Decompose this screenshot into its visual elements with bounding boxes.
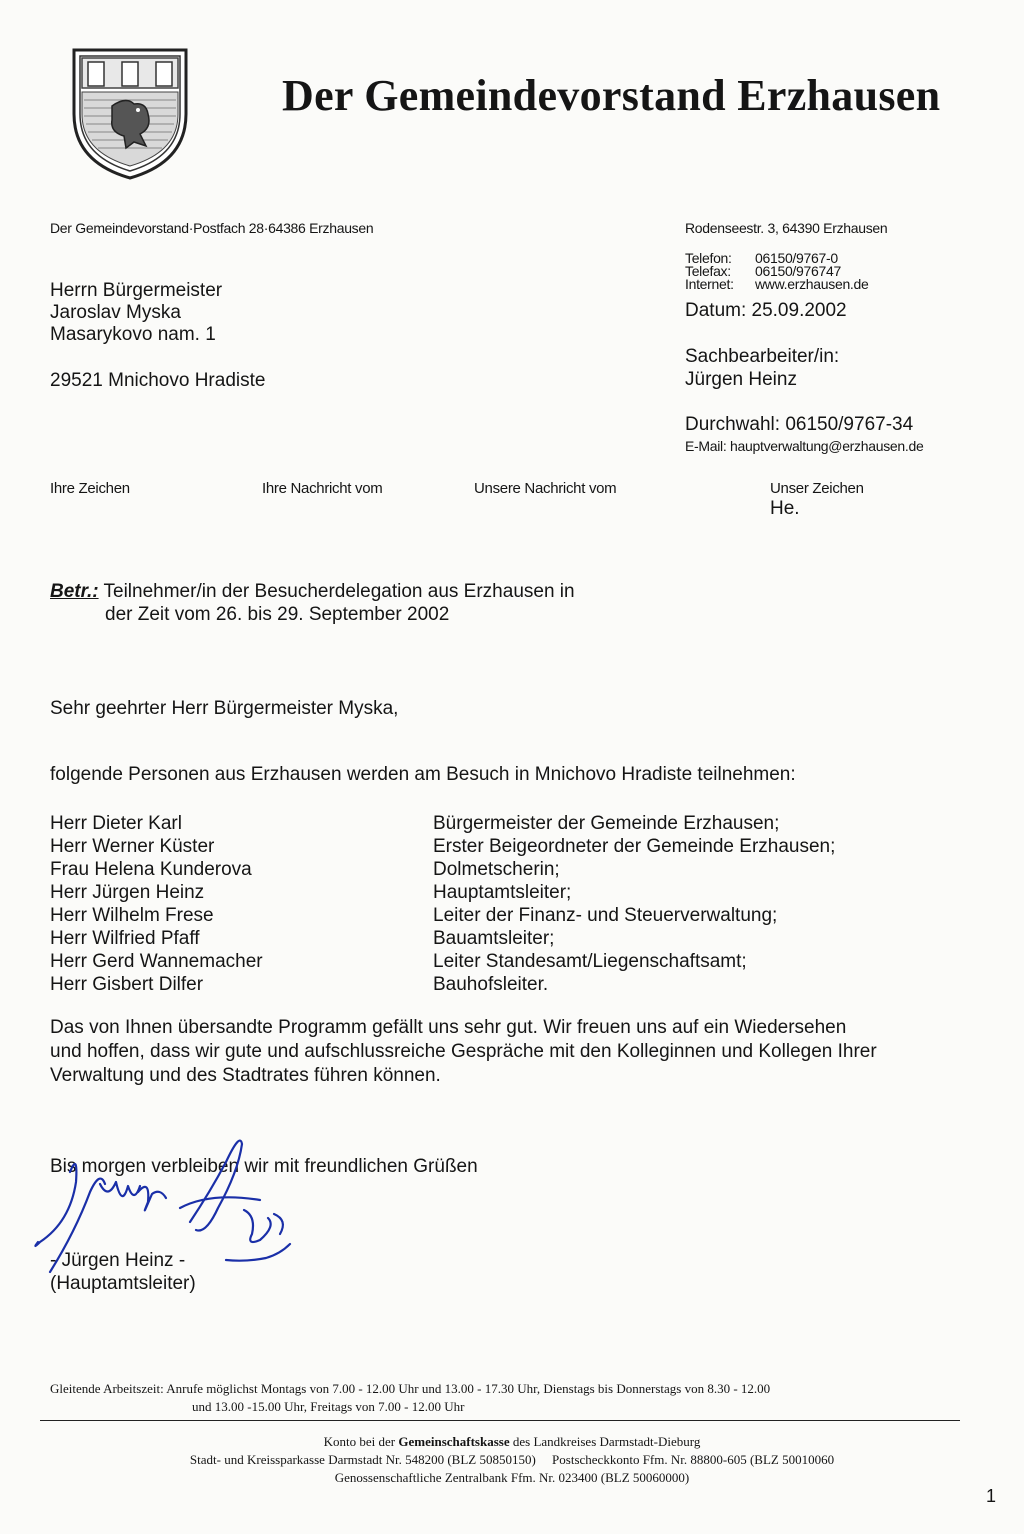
- participant-role: Erster Beigeordneter der Gemeinde Erzhausen;: [433, 835, 836, 857]
- sachbearbeiter-name: Jürgen Heinz: [685, 369, 797, 390]
- recipient-line-2: Jaroslav Myska: [50, 302, 181, 323]
- intro-line: folgende Personen aus Erzhausen werden am Besuch in Mnichovo Hradiste teilnehmen:: [50, 764, 796, 785]
- list-item: [50, 973, 950, 996]
- contact-block: [685, 252, 869, 291]
- internet-label: Internet:: [685, 276, 734, 292]
- signature-icon: [30, 1122, 300, 1292]
- participant-role: Bauhofsleiter.: [433, 973, 549, 995]
- office-hours: [50, 1380, 770, 1416]
- list-item: [50, 881, 950, 904]
- ref-unser-zeichen: Unser Zeichen: [770, 480, 864, 497]
- salutation: Sehr geehrter Herr Bürgermeister Myska,: [50, 698, 399, 719]
- participant-name: Herr Wilhelm Frese: [50, 904, 214, 926]
- participant-name: Herr Werner Küster: [50, 835, 215, 857]
- participant-role: Leiter Standesamt/Liegenschaftsamt;: [433, 950, 747, 972]
- telefon-label: Telefon:: [685, 250, 732, 266]
- bank-line-1-pre: Konto bei der: [323, 1434, 399, 1449]
- participant-name: Frau Helena Kunderova: [50, 858, 252, 880]
- participant-list: [50, 812, 950, 996]
- participant-name: Herr Dieter Karl: [50, 812, 182, 834]
- sender-line: Der Gemeindevorstand·Postfach 28·64386 Erzhausen: [50, 220, 374, 236]
- ref-unsere-nachricht: Unsere Nachricht vom: [474, 480, 617, 497]
- closing-line-1: Das von Ihnen übersandte Programm gefällt uns sehr gut. Wir freuen uns auf ein Wiedersehen: [50, 1017, 847, 1038]
- footer-divider: [40, 1420, 960, 1421]
- bank-line-1: [0, 1433, 1024, 1451]
- subject-line-2: der Zeit vom 26. bis 29. September 2002: [105, 604, 450, 625]
- page-number: 1: [986, 1486, 997, 1506]
- bank-line-3: Genossenschaftliche Zentralbank Ffm. Nr. 023400 (BLZ 50060000): [334, 1470, 690, 1485]
- list-item: [50, 835, 950, 858]
- internet-row: [685, 278, 869, 291]
- bank-line-1-post: des Landkreises Darmstadt-Dieburg: [509, 1434, 701, 1449]
- recipient-line-3: Masarykovo nam. 1: [50, 324, 216, 345]
- subject: [50, 580, 575, 626]
- office-hours-line-2: und 13.00 -15.00 Uhr, Freitags von 7.00 - 12.00 Uhr: [192, 1399, 465, 1414]
- list-item: [50, 927, 950, 950]
- crest-icon: [68, 44, 192, 182]
- telefax-label: Telefax:: [685, 263, 731, 279]
- participant-name: Herr Gisbert Dilfer: [50, 973, 204, 995]
- list-item: [50, 904, 950, 927]
- recipient-line-4: 29521 Mnichovo Hradiste: [50, 370, 266, 391]
- participant-role: Bauamtsleiter;: [433, 927, 555, 949]
- subject-label: Betr.:: [50, 581, 99, 602]
- participant-name: Herr Wilfried Pfaff: [50, 927, 200, 949]
- recipient-line-1: Herrn Bürgermeister: [50, 280, 223, 301]
- greeting: Bis morgen verbleiben wir mit freundlichen Grüßen: [50, 1156, 478, 1177]
- telefax-value: 06150/976747: [755, 263, 841, 279]
- participant-name: Herr Gerd Wannemacher: [50, 950, 263, 972]
- participant-role: Hauptamtsleiter;: [433, 881, 572, 903]
- bank-line-2: Stadt- und Kreissparkasse Darmstadt Nr. 548200 (BLZ 50850150) Postscheckkonto Ffm. Nr. 88800-605 (BLZ 50010060: [189, 1452, 835, 1467]
- ref-unser-zeichen-value: He.: [770, 498, 800, 519]
- subject-line-1: Teilnehmer/in der Besucherdelegation aus Erzhausen in: [103, 581, 575, 602]
- date: Datum: 25.09.2002: [685, 300, 847, 321]
- sender-address: Rodenseestr. 3, 64390 Erzhausen: [685, 220, 888, 236]
- list-item: [50, 950, 950, 973]
- telefon-value: 06150/9767-0: [755, 250, 838, 266]
- office-hours-line-1: Gleitende Arbeitszeit: Anrufe möglichst Montags von 7.00 - 12.00 Uhr und 13.00 - 17.30 Uhr, Dienstags bis Donnerstags von 8.30 - 12.00: [50, 1381, 771, 1396]
- email[interactable]: E-Mail: hauptverwaltung@erzhausen.de: [685, 438, 924, 454]
- participant-role: Bürgermeister der Gemeinde Erzhausen;: [433, 812, 780, 834]
- participant-role: Dolmetscherin;: [433, 858, 560, 880]
- list-item: [50, 858, 950, 881]
- signer-name: - Jürgen Heinz -: [50, 1250, 186, 1271]
- letterhead-title: Der Gemeindevorstand Erzhausen: [282, 71, 941, 120]
- internet-value[interactable]: www.erzhausen.de: [755, 276, 869, 292]
- bank-line-1-bold: Gemeinschaftskasse: [398, 1434, 510, 1449]
- bank-details: [0, 1433, 1024, 1487]
- durchwahl: Durchwahl: 06150/9767-34: [685, 414, 914, 435]
- closing-line-3: Verwaltung und des Stadtrates führen können.: [50, 1065, 441, 1086]
- closing-paragraph: [50, 1016, 980, 1088]
- participant-name: Herr Jürgen Heinz: [50, 881, 205, 903]
- participant-role: Leiter der Finanz- und Steuerverwaltung;: [433, 904, 778, 926]
- ref-ihre-nachricht: Ihre Nachricht vom: [262, 480, 383, 497]
- sachbearbeiter-label: Sachbearbeiter/in:: [685, 346, 840, 367]
- ref-ihre-zeichen: Ihre Zeichen: [50, 480, 130, 497]
- closing-line-2: und hoffen, dass wir gute und aufschlussreiche Gespräche mit den Kolleginnen und Kollegen Ihrer: [50, 1041, 877, 1062]
- signer-title: (Hauptamtsleiter): [50, 1273, 196, 1294]
- list-item: [50, 812, 950, 835]
